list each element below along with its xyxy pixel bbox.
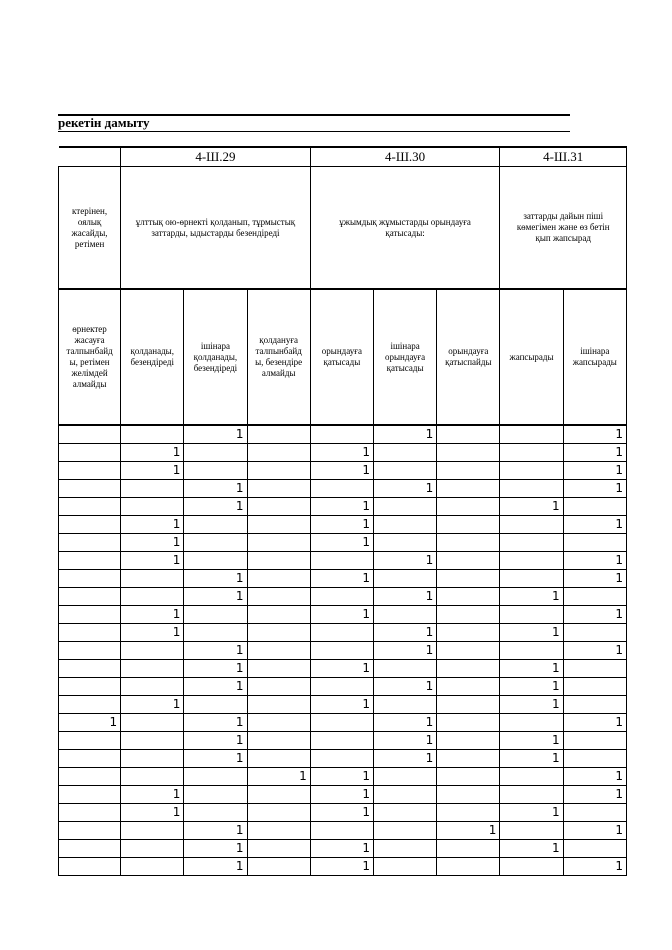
table-cell [59, 804, 121, 822]
subheader-cell: өрнектер жасауға талпынбайд ы, ретімен желімдей алмайды [59, 289, 121, 425]
table-cell [247, 840, 310, 858]
table-cell: 1 [563, 714, 626, 732]
table-cell [310, 678, 373, 696]
table-cell [59, 534, 121, 552]
table-cell [247, 462, 310, 480]
table-cell: 1 [184, 480, 247, 498]
table-cell: 1 [121, 516, 184, 534]
table-cell: 1 [373, 552, 436, 570]
table-cell [437, 516, 500, 534]
table-cell [373, 444, 436, 462]
table-cell [247, 858, 310, 876]
table-cell: 1 [184, 858, 247, 876]
table-cell [59, 606, 121, 624]
code-row [59, 147, 627, 167]
table-cell [437, 768, 500, 786]
table-cell [563, 624, 626, 642]
table-cell [121, 822, 184, 840]
table-row [59, 462, 627, 480]
table-cell [437, 678, 500, 696]
table-cell: 1 [563, 480, 626, 498]
table-cell [563, 498, 626, 516]
table-cell [121, 498, 184, 516]
table-row [59, 588, 627, 606]
table-cell [121, 768, 184, 786]
table-cell [184, 786, 247, 804]
table-row [59, 444, 627, 462]
table-cell [59, 516, 121, 534]
table-cell [373, 606, 436, 624]
table-cell [373, 660, 436, 678]
table-cell [247, 714, 310, 732]
table-cell [59, 750, 121, 768]
table-cell [373, 534, 436, 552]
table-cell [373, 498, 436, 516]
table-row [59, 750, 627, 768]
table-cell [59, 858, 121, 876]
table-row [59, 840, 627, 858]
table-cell [247, 606, 310, 624]
table-cell [121, 714, 184, 732]
subheader-cell: қолданады, безендіреді [121, 289, 184, 425]
table-cell: 1 [373, 714, 436, 732]
table-cell: 1 [373, 678, 436, 696]
table-cell: 1 [184, 822, 247, 840]
table-row [59, 660, 627, 678]
subheader-cell: қолдануға талпынбайд ы, безендіре алмайды [247, 289, 310, 425]
description-row [59, 167, 627, 290]
table-cell [563, 678, 626, 696]
table-cell: 1 [310, 696, 373, 714]
table-cell [437, 552, 500, 570]
table-cell [184, 444, 247, 462]
code-cell-blank [59, 147, 121, 167]
table-cell [310, 732, 373, 750]
table-cell [184, 696, 247, 714]
table-cell: 1 [500, 804, 563, 822]
table-cell [59, 462, 121, 480]
table-row [59, 498, 627, 516]
table-row [59, 768, 627, 786]
table-cell [247, 624, 310, 642]
table-cell [500, 552, 563, 570]
section-title: рекетін дамыту [58, 115, 150, 130]
subheader-row [59, 289, 627, 425]
table-cell [437, 732, 500, 750]
table-cell [184, 462, 247, 480]
table-cell [59, 624, 121, 642]
table-cell [59, 588, 121, 606]
table-cell [247, 786, 310, 804]
table-cell [184, 768, 247, 786]
table-cell [310, 480, 373, 498]
table-cell: 1 [563, 570, 626, 588]
table-cell [437, 642, 500, 660]
table-row [59, 606, 627, 624]
table-cell: 1 [373, 480, 436, 498]
table-cell: 1 [184, 678, 247, 696]
table-cell [437, 750, 500, 768]
table-cell [437, 444, 500, 462]
table-cell [437, 570, 500, 588]
table-row [59, 678, 627, 696]
table-cell [310, 714, 373, 732]
table-row [59, 570, 627, 588]
table-cell [310, 642, 373, 660]
table-cell [59, 678, 121, 696]
table-cell [310, 822, 373, 840]
table-cell [247, 552, 310, 570]
table-cell [500, 714, 563, 732]
table-cell [247, 425, 310, 444]
assessment-table-viewport [58, 146, 623, 886]
table-cell [437, 714, 500, 732]
table-cell: 1 [121, 804, 184, 822]
table-cell: 1 [373, 624, 436, 642]
table-cell: 1 [59, 714, 121, 732]
table-cell: 1 [500, 660, 563, 678]
table-cell [500, 462, 563, 480]
table-cell [310, 552, 373, 570]
table-cell: 1 [310, 516, 373, 534]
table-cell: 1 [563, 786, 626, 804]
table-cell [59, 840, 121, 858]
table-cell [500, 642, 563, 660]
table-row [59, 425, 627, 444]
table-cell: 1 [563, 606, 626, 624]
code-4-sh-29: 4-Ш.29 [121, 147, 311, 167]
table-cell [373, 840, 436, 858]
table-cell [373, 462, 436, 480]
table-cell [59, 570, 121, 588]
assessment-table [58, 146, 627, 876]
table-cell: 1 [310, 444, 373, 462]
table-row [59, 480, 627, 498]
table-cell: 1 [310, 840, 373, 858]
table-cell: 1 [121, 624, 184, 642]
table-cell [121, 858, 184, 876]
table-cell: 1 [310, 660, 373, 678]
code-4-sh-31: 4-Ш.31 [500, 147, 627, 167]
table-cell: 1 [184, 425, 247, 444]
table-cell [121, 570, 184, 588]
table-cell: 1 [184, 840, 247, 858]
table-cell [121, 840, 184, 858]
table-cell: 1 [310, 606, 373, 624]
table-cell [437, 840, 500, 858]
title-bottom-rule [58, 131, 570, 132]
table-cell [373, 822, 436, 840]
table-cell [247, 498, 310, 516]
table-cell [184, 624, 247, 642]
table-cell: 1 [563, 444, 626, 462]
table-cell: 1 [373, 642, 436, 660]
table-cell [563, 804, 626, 822]
table-cell [500, 444, 563, 462]
table-row [59, 822, 627, 840]
table-cell: 1 [500, 750, 563, 768]
table-cell: 1 [500, 732, 563, 750]
table-cell [310, 588, 373, 606]
table-cell: 1 [184, 714, 247, 732]
table-cell [59, 425, 121, 444]
table-cell [437, 588, 500, 606]
table-cell: 1 [500, 498, 563, 516]
subheader-cell: ішінара жапсырады [563, 289, 626, 425]
table-cell: 1 [563, 516, 626, 534]
table-cell [437, 425, 500, 444]
table-cell: 1 [184, 660, 247, 678]
table-row [59, 714, 627, 732]
table-row [59, 786, 627, 804]
table-cell [500, 768, 563, 786]
table-cell [500, 534, 563, 552]
table-cell [563, 660, 626, 678]
table-cell [437, 624, 500, 642]
table-cell [59, 822, 121, 840]
table-cell [437, 786, 500, 804]
table-cell [563, 840, 626, 858]
table-cell [121, 750, 184, 768]
description-left: ктерінен, оялық жасайды, ретімен [59, 167, 121, 290]
description-4-sh-30: ұжымдық жұмыстарды орындауға қатысады: [310, 167, 500, 290]
table-cell: 1 [373, 425, 436, 444]
table-cell [247, 660, 310, 678]
table-cell [437, 462, 500, 480]
table-cell [59, 552, 121, 570]
table-cell [437, 606, 500, 624]
table-row [59, 732, 627, 750]
table-cell: 1 [563, 822, 626, 840]
table-cell [563, 732, 626, 750]
table-cell: 1 [121, 534, 184, 552]
subheader-cell: орындауға қатысады [310, 289, 373, 425]
table-cell: 1 [500, 624, 563, 642]
table-cell [500, 606, 563, 624]
table-row [59, 516, 627, 534]
table-cell: 1 [373, 750, 436, 768]
table-cell: 1 [563, 858, 626, 876]
table-cell: 1 [184, 750, 247, 768]
table-cell [500, 858, 563, 876]
table-cell [59, 660, 121, 678]
table-row [59, 696, 627, 714]
table-row [59, 624, 627, 642]
table-cell: 1 [437, 822, 500, 840]
table-cell [121, 642, 184, 660]
table-cell: 1 [310, 858, 373, 876]
table-cell [437, 660, 500, 678]
table-cell [121, 732, 184, 750]
table-cell [373, 696, 436, 714]
description-4-sh-29: ұлттық ою-өрнекті қолданып, тұрмыстық заттарды, ыдыстарды безендіреді [121, 167, 311, 290]
table-cell: 1 [121, 786, 184, 804]
subheader-cell: ішінара орындауға қатысады [373, 289, 436, 425]
table-cell [59, 480, 121, 498]
table-cell [247, 696, 310, 714]
table-cell [59, 732, 121, 750]
table-cell [59, 696, 121, 714]
table-cell [247, 480, 310, 498]
table-cell [247, 516, 310, 534]
table-cell: 1 [121, 696, 184, 714]
description-4-sh-31: заттарды дайын піші көмегімен және өз бетін қып жапсырад [500, 167, 627, 290]
table-cell: 1 [373, 588, 436, 606]
table-cell: 1 [184, 588, 247, 606]
table-cell [184, 516, 247, 534]
table-cell: 1 [500, 678, 563, 696]
table-cell [184, 804, 247, 822]
table-cell [563, 696, 626, 714]
table-cell: 1 [563, 642, 626, 660]
table-cell [121, 660, 184, 678]
table-cell [247, 822, 310, 840]
table-cell: 1 [310, 768, 373, 786]
table-cell: 1 [121, 462, 184, 480]
table-row [59, 858, 627, 876]
table-cell: 1 [563, 768, 626, 786]
table-cell: 1 [184, 732, 247, 750]
table-cell [247, 588, 310, 606]
table-cell [121, 425, 184, 444]
table-cell [500, 480, 563, 498]
table-cell [563, 588, 626, 606]
table-cell [500, 822, 563, 840]
subheader-cell: орындауға қатыспайды [437, 289, 500, 425]
table-cell [121, 588, 184, 606]
table-cell: 1 [563, 462, 626, 480]
table-cell [500, 425, 563, 444]
table-cell: 1 [310, 498, 373, 516]
table-row [59, 804, 627, 822]
table-cell [59, 444, 121, 462]
table-cell [247, 750, 310, 768]
subheader-cell: жапсырады [500, 289, 563, 425]
table-cell: 1 [310, 786, 373, 804]
table-cell [373, 804, 436, 822]
table-row [59, 534, 627, 552]
table-cell [310, 750, 373, 768]
table-cell: 1 [184, 498, 247, 516]
table-cell: 1 [563, 552, 626, 570]
table-cell: 1 [500, 840, 563, 858]
table-cell [59, 786, 121, 804]
table-cell [184, 534, 247, 552]
table-cell: 1 [310, 534, 373, 552]
subheader-cell: ішінара қолданады, безендіреді [184, 289, 247, 425]
table-cell [500, 570, 563, 588]
table-cell: 1 [373, 732, 436, 750]
table-cell [437, 498, 500, 516]
table-cell [59, 768, 121, 786]
table-cell [121, 480, 184, 498]
table-cell: 1 [184, 642, 247, 660]
table-cell: 1 [184, 570, 247, 588]
table-cell [373, 768, 436, 786]
code-4-sh-30: 4-Ш.30 [310, 147, 500, 167]
table-cell [563, 750, 626, 768]
table-cell: 1 [500, 588, 563, 606]
table-row [59, 552, 627, 570]
table-cell [184, 552, 247, 570]
table-cell [500, 516, 563, 534]
table-cell: 1 [121, 552, 184, 570]
table-cell [247, 570, 310, 588]
table-cell [247, 444, 310, 462]
table-cell: 1 [500, 696, 563, 714]
table-cell [373, 516, 436, 534]
table-cell [373, 570, 436, 588]
table-cell: 1 [310, 804, 373, 822]
table-cell: 1 [563, 425, 626, 444]
table-cell [437, 858, 500, 876]
table-cell [437, 534, 500, 552]
table-cell: 1 [310, 570, 373, 588]
table-cell [247, 732, 310, 750]
table-cell [563, 534, 626, 552]
table-cell [59, 498, 121, 516]
table-cell: 1 [247, 768, 310, 786]
table-cell [437, 804, 500, 822]
table-cell [247, 642, 310, 660]
table-cell [373, 858, 436, 876]
table-cell [184, 606, 247, 624]
table-cell [247, 804, 310, 822]
table-cell [310, 624, 373, 642]
table-cell: 1 [121, 444, 184, 462]
table-cell [247, 678, 310, 696]
table-row [59, 642, 627, 660]
table-cell [437, 480, 500, 498]
table-cell [373, 786, 436, 804]
table-cell: 1 [121, 606, 184, 624]
table-cell [437, 696, 500, 714]
table-cell [59, 642, 121, 660]
table-cell: 1 [310, 462, 373, 480]
table-cell [247, 534, 310, 552]
table-cell [310, 425, 373, 444]
table-cell [500, 786, 563, 804]
table-cell [121, 678, 184, 696]
